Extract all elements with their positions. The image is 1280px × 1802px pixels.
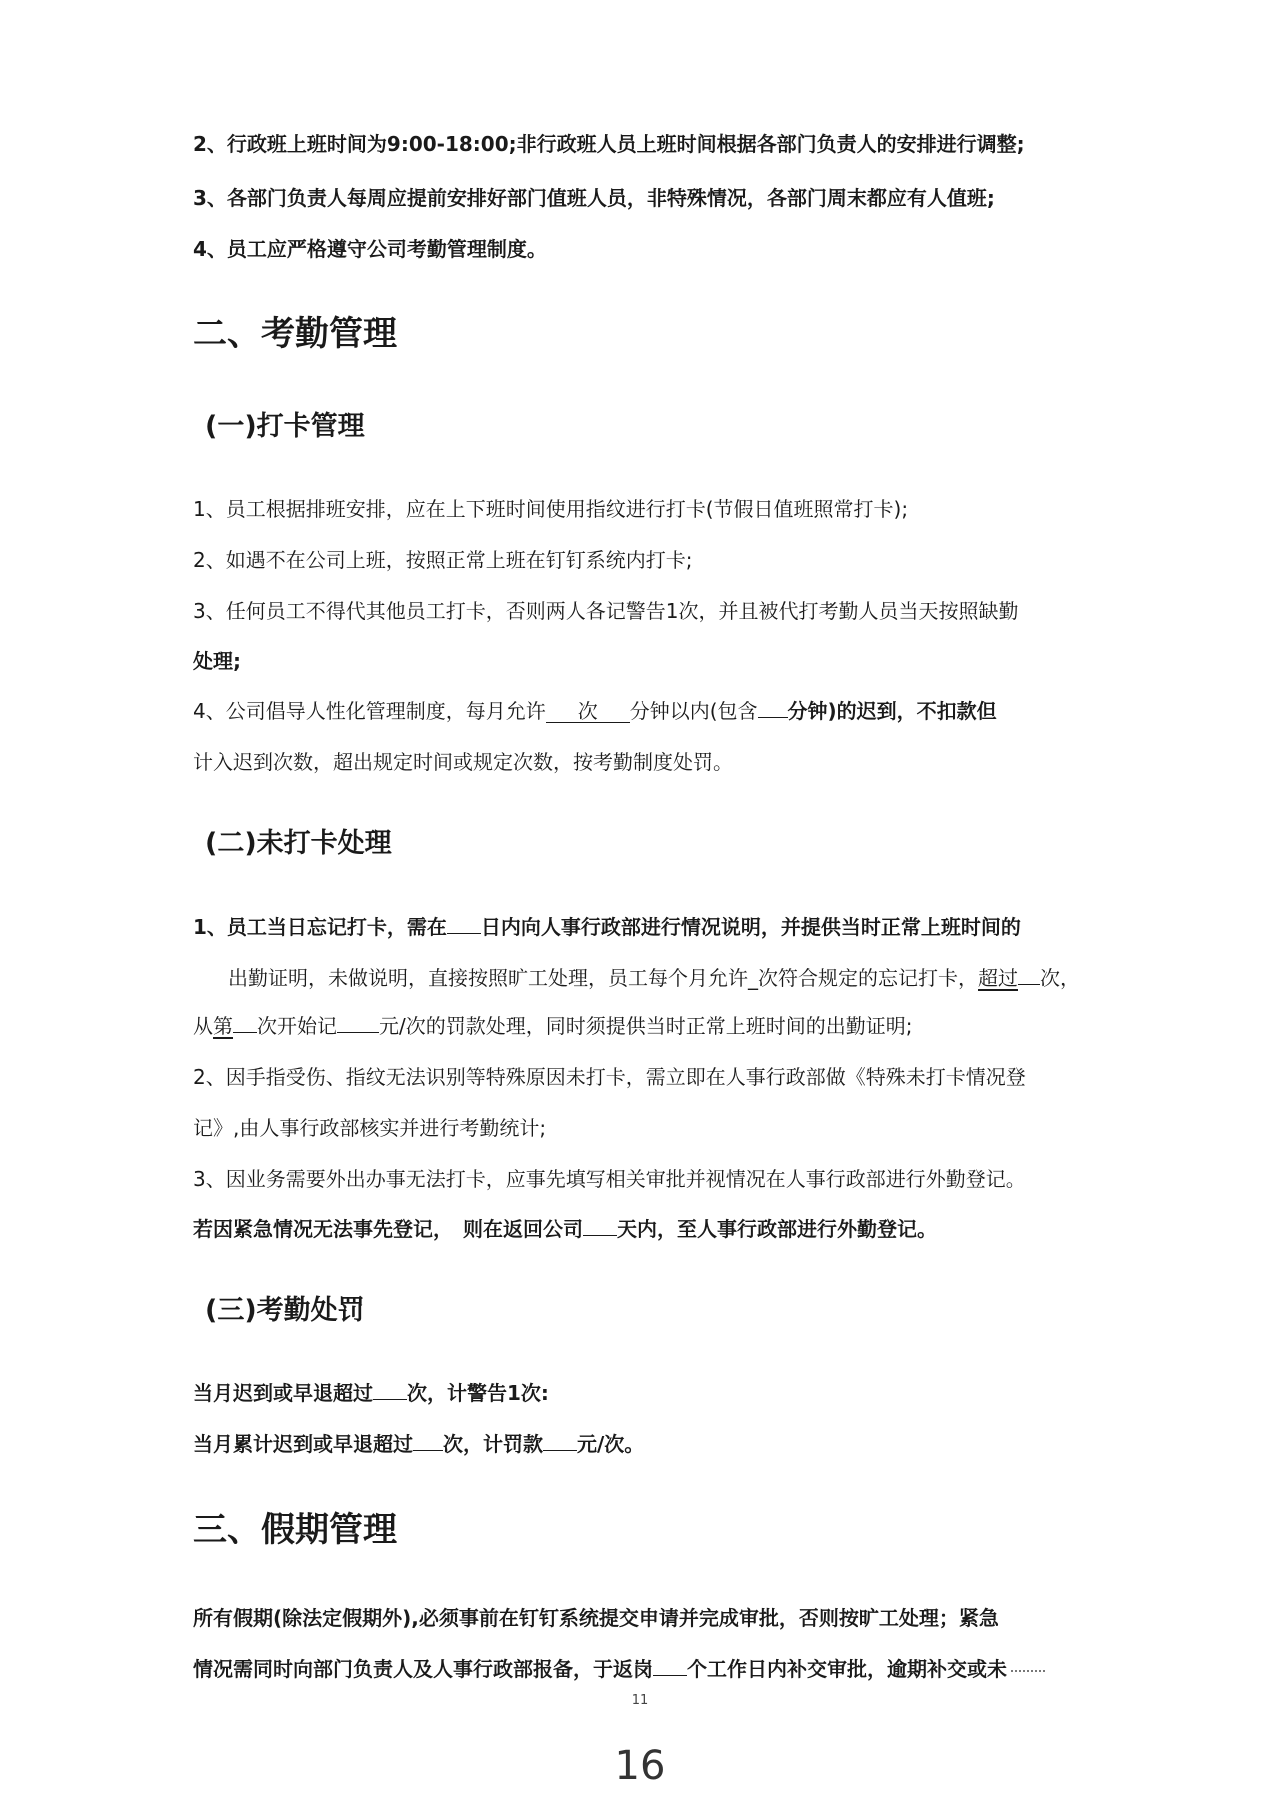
clock-in-rule-3-cont: 处理; xyxy=(193,649,241,673)
blank-field xyxy=(373,1399,407,1400)
penalty-rule-1 xyxy=(193,1379,549,1407)
text: 1、员工当日忘记打卡，需在 xyxy=(193,915,447,939)
leave-rule-1: 所有假期(除法定假期外),必须事前在钉钉系统提交申请并完成审批，否则按旷工处理；紧急 xyxy=(193,1606,999,1630)
rule-line-4: 4、员工应严格遵守公司考勤管理制度。 xyxy=(193,237,547,261)
text: 若因紧急情况无法事先登记， 则在返回公司 xyxy=(193,1217,583,1241)
text: 次开始记 xyxy=(257,1014,337,1038)
text: 次，计警告1次: xyxy=(407,1381,549,1405)
missed-rule-1-cont2 xyxy=(193,1012,912,1040)
blank-field xyxy=(447,933,481,934)
text: 第 xyxy=(213,1014,233,1038)
text: 日内向人事行政部进行情况说明，并提供当时正常上班时间的 xyxy=(480,915,1021,939)
subheading-penalties: (三)考勤处罚 xyxy=(205,1295,365,1326)
text: 超过 xyxy=(978,966,1018,990)
text: 元/次的罚款处理，同时须提供当时正常上班时间的出勤证明; xyxy=(379,1014,913,1038)
leave-rule-1-cont xyxy=(193,1655,1045,1683)
clock-in-rule-4 xyxy=(193,697,997,725)
text: 天内，至人事行政部进行外勤登记。 xyxy=(617,1217,937,1241)
text: 出勤证明，未做说明，直接按照旷工处理，员工每个月允许_次符合规定的忘记打卡， xyxy=(228,966,978,990)
page-number-large: 16 xyxy=(614,1743,666,1789)
clock-in-rule-4-cont: 计入迟到次数，超出规定时间或规定次数，按考勤制度处罚。 xyxy=(193,750,733,774)
text: 次， xyxy=(1040,966,1080,990)
blank-field xyxy=(653,1675,687,1676)
missed-rule-1 xyxy=(193,913,1021,941)
clock-in-rule-1: 1、员工根据排班安排，应在上下班时间使用指纹进行打卡(节假日值班照常打卡); xyxy=(193,497,909,521)
text: 分钟)的迟到，不扣款但 xyxy=(787,699,997,723)
missed-rule-2: 2、因手指受伤、指纹无法识别等特殊原因未打卡，需立即在人事行政部做《特殊未打卡情况登 xyxy=(193,1065,1026,1089)
text: 当月迟到或早退超过 xyxy=(193,1381,373,1405)
missed-rule-1-cont xyxy=(228,964,1080,992)
text: 元/次。 xyxy=(577,1432,645,1456)
blank-field xyxy=(413,1450,443,1451)
text: 次，计罚款 xyxy=(443,1432,543,1456)
subheading-clock-in: (一)打卡管理 xyxy=(205,411,365,442)
section-heading-leave: 三、假期管理 xyxy=(193,1510,397,1550)
rule-line-3: 3、各部门负责人每周应提前安排好部门值班人员，非特殊情况，各部门周末都应有人值班; xyxy=(193,186,995,210)
text: 从 xyxy=(193,1014,213,1038)
blank-field xyxy=(233,1032,257,1033)
blank-field: 次 xyxy=(546,700,630,723)
clock-in-rule-3: 3、任何员工不得代其他员工打卡，否则两人各记警告1次，并且被代打考勤人员当天按照缺勤 xyxy=(193,599,1019,623)
blank-field xyxy=(337,1032,379,1033)
text: 情况需同时向部门负责人及人事行政部报备，于返岗 xyxy=(193,1657,653,1681)
penalty-rule-2 xyxy=(193,1430,644,1458)
missed-rule-2-cont: 记》,由人事行政部核实并进行考勤统计; xyxy=(193,1116,547,1140)
blank-field xyxy=(758,717,788,718)
blank-field xyxy=(543,1450,577,1451)
rule-line-2: 2、行政班上班时间为9:00-18:00;非行政班人员上班时间根据各部门负责人的安排进行调整; xyxy=(193,132,1025,156)
text: 个工作日内补交审批，逾期补交或未 xyxy=(687,1657,1007,1681)
continuation-dots xyxy=(1011,1670,1045,1672)
clock-in-rule-2: 2、如遇不在公司上班，按照正常上班在钉钉系统内打卡; xyxy=(193,548,693,572)
missed-rule-3: 3、因业务需要外出办事无法打卡，应事先填写相关审批并视情况在人事行政部进行外勤登记。 xyxy=(193,1167,1026,1191)
missed-rule-3-cont xyxy=(193,1215,937,1243)
section-heading-attendance: 二、考勤管理 xyxy=(193,314,397,354)
text: 4、公司倡导人性化管理制度，每月允许 xyxy=(193,699,546,723)
text: 当月累计迟到或早退超过 xyxy=(193,1432,413,1456)
blank-field xyxy=(583,1235,617,1236)
page-number-small: 11 xyxy=(631,1693,649,1708)
subheading-missed-clock-in: (二)未打卡处理 xyxy=(205,828,392,859)
text: 分钟以内(包含 xyxy=(629,699,758,723)
blank-field xyxy=(1018,984,1040,985)
